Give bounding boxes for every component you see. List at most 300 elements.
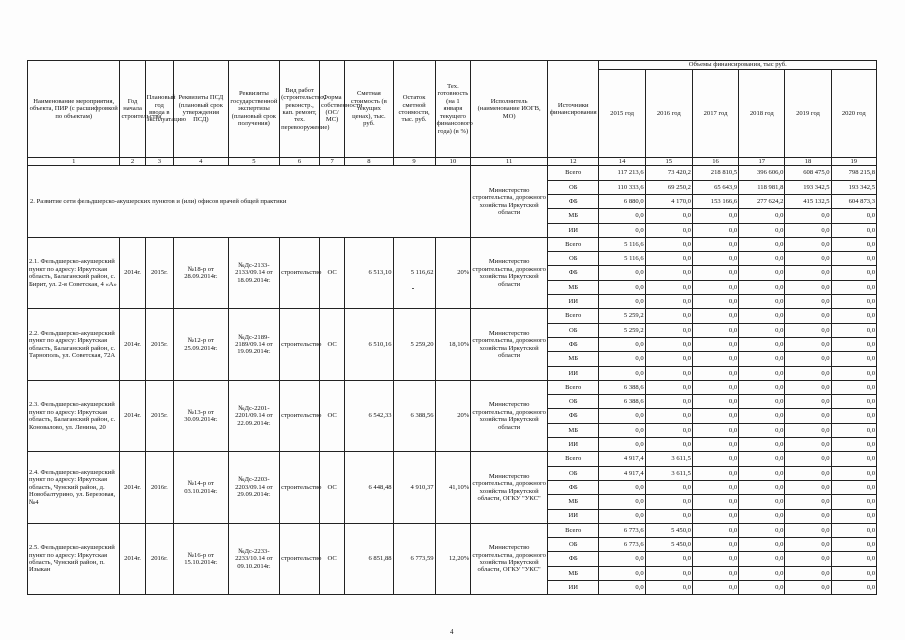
source-cell: Всего <box>547 237 598 251</box>
item-year-plan: 2015г. <box>145 237 173 308</box>
amount-cell: 277 624,2 <box>739 195 785 209</box>
amount-cell: 0,0 <box>645 552 692 566</box>
amount-cell: 193 342,5 <box>831 180 876 194</box>
amount-cell: 0,0 <box>692 223 738 237</box>
amount-cell: 0,0 <box>739 509 785 523</box>
amount-cell: 0,0 <box>599 295 645 309</box>
amount-cell: 0,0 <box>739 452 785 466</box>
item-row <box>28 309 877 323</box>
source-cell: ИИ <box>547 509 598 523</box>
amount-cell: 0,0 <box>692 352 738 366</box>
amount-cell: 110 333,6 <box>599 180 645 194</box>
amount-cell: 0,0 <box>692 480 738 494</box>
amount-cell: 0,0 <box>785 237 831 251</box>
amount-cell: 5 450,0 <box>645 523 692 537</box>
amount-cell: 6 388,6 <box>599 395 645 409</box>
amount-cell: 4 170,0 <box>645 195 692 209</box>
item-cost: 6 448,48 <box>345 452 393 523</box>
executor-cell: Министерство строительства, дорожного хозяйства Иркутской области, ОГКУ "УКС" <box>471 523 548 594</box>
item-year-start: 2014г. <box>120 452 145 523</box>
amount-cell: 0,0 <box>785 209 831 223</box>
amount-cell: 0,0 <box>692 552 738 566</box>
item-year-start: 2014г. <box>120 237 145 308</box>
amount-cell: 0,0 <box>785 337 831 351</box>
amount-cell: 0,0 <box>692 423 738 437</box>
item-year-start: 2014г. <box>120 309 145 380</box>
amount-cell: 0,0 <box>831 466 876 480</box>
item-name: 2.4. Фельдшерско-акушерский пункт по адресу: Иркутская область, Чунский район, д. Новобалтурино, ул. Березовая, №4 <box>28 452 120 523</box>
item-psd: №12-р от 25.09.2014г. <box>174 309 229 380</box>
amount-cell: 0,0 <box>599 566 645 580</box>
amount-cell: 0,0 <box>645 581 692 595</box>
col-number: 9 <box>393 158 435 166</box>
amount-cell: 0,0 <box>645 509 692 523</box>
item-year-start: 2014г. <box>120 523 145 594</box>
item-psd: №13-р от 30.09.2014г. <box>174 380 229 451</box>
amount-cell: 0,0 <box>599 509 645 523</box>
amount-cell: 0,0 <box>692 309 738 323</box>
amount-cell: 0,0 <box>692 366 738 380</box>
item-remainder: 6 388,56 <box>393 380 435 451</box>
executor-cell: Министерство строительства, дорожного хозяйства Иркутской области, ОГКУ "УКС" <box>471 452 548 523</box>
amount-cell: 0,0 <box>785 295 831 309</box>
item-year-plan: 2016г. <box>145 523 173 594</box>
source-cell: ОБ <box>547 466 598 480</box>
executor-cell: Министерство строительства, дорожного хозяйства Иркутской области <box>471 166 548 237</box>
col-number: 4 <box>174 158 229 166</box>
amount-cell: 0,0 <box>692 209 738 223</box>
item-name: 2.1. Фельдшерско-акушерский пункт по адресу: Иркутская область, Балаганский район, с. Бирит, ул. 2-я Советская, 4 «А» <box>28 237 120 308</box>
executor-cell: Министерство строительства, дорожного хозяйства Иркутской области <box>471 237 548 308</box>
amount-cell: 0,0 <box>645 395 692 409</box>
amount-cell: 0,0 <box>599 209 645 223</box>
amount-cell: 0,0 <box>692 538 738 552</box>
amount-cell: 0,0 <box>785 480 831 494</box>
amount-cell: 69 250,2 <box>645 180 692 194</box>
amount-cell: 0,0 <box>831 538 876 552</box>
source-cell: ФБ <box>547 480 598 494</box>
amount-cell: 0,0 <box>831 581 876 595</box>
header-year: 2018 год <box>739 70 785 158</box>
amount-cell: 0,0 <box>645 323 692 337</box>
amount-cell: 0,0 <box>599 438 645 452</box>
item-row <box>28 237 877 251</box>
source-cell: ИИ <box>547 438 598 452</box>
amount-cell: 6 773,6 <box>599 523 645 537</box>
item-year-start: 2014г. <box>120 380 145 451</box>
item-work-type: строительство <box>280 452 320 523</box>
source-cell: МБ <box>547 352 598 366</box>
item-expertise: №Дс-2189-2189/09.14 от 19.09.2014г. <box>228 309 279 380</box>
amount-cell: 0,0 <box>785 380 831 394</box>
header-sources: Источники финансирования <box>547 61 598 158</box>
col-number: 5 <box>228 158 279 166</box>
amount-cell: 0,0 <box>831 480 876 494</box>
source-cell: ИИ <box>547 295 598 309</box>
amount-cell: 0,0 <box>831 295 876 309</box>
amount-cell: 0,0 <box>831 209 876 223</box>
amount-cell: 0,0 <box>599 552 645 566</box>
col-number: 2 <box>120 158 145 166</box>
source-cell: МБ <box>547 495 598 509</box>
amount-cell: 0,0 <box>739 323 785 337</box>
col-number: 15 <box>645 158 692 166</box>
amount-cell: 0,0 <box>831 352 876 366</box>
item-name: 2.5. Фельдшерско-акушерский пункт по адресу: Иркутская область, Чунский район, п. Изыкан <box>28 523 120 594</box>
amount-cell: 0,0 <box>599 409 645 423</box>
amount-cell: 0,0 <box>739 523 785 537</box>
amount-cell: 6 773,6 <box>599 538 645 552</box>
amount-cell: 4 917,4 <box>599 452 645 466</box>
amount-cell: 0,0 <box>645 566 692 580</box>
amount-cell: 0,0 <box>645 423 692 437</box>
header-expertise: Реквизиты государственной экспертизы (плановый срок получения) <box>228 61 279 158</box>
item-expertise: №Дс-2203-2203/09.14 от 29.09.2014г. <box>228 452 279 523</box>
item-year-plan: 2015г. <box>145 380 173 451</box>
amount-cell: 415 132,5 <box>785 195 831 209</box>
amount-cell: 0,0 <box>785 266 831 280</box>
amount-cell: 5 116,6 <box>599 252 645 266</box>
source-cell: Всего <box>547 523 598 537</box>
col-number: 17 <box>739 158 785 166</box>
amount-cell: 0,0 <box>785 438 831 452</box>
source-cell: МБ <box>547 566 598 580</box>
item-readiness: 20% <box>435 237 471 308</box>
item-readiness: 18,10% <box>435 309 471 380</box>
financing-table <box>27 60 877 595</box>
amount-cell: 0,0 <box>785 323 831 337</box>
amount-cell: 0,0 <box>739 480 785 494</box>
col-number: 7 <box>320 158 345 166</box>
amount-cell: 0,0 <box>692 523 738 537</box>
amount-cell: 0,0 <box>645 438 692 452</box>
item-expertise: №Дс-2133-2133/09.14 от 18.09.2014г. <box>228 237 279 308</box>
amount-cell: 0,0 <box>692 266 738 280</box>
amount-cell: 0,0 <box>645 409 692 423</box>
amount-cell: 0,0 <box>645 380 692 394</box>
amount-cell: 0,0 <box>831 423 876 437</box>
amount-cell: 0,0 <box>831 552 876 566</box>
page-number: 4 <box>450 628 454 636</box>
amount-cell: 0,0 <box>739 266 785 280</box>
amount-cell: 6 880,0 <box>599 195 645 209</box>
amount-cell: 0,0 <box>785 523 831 537</box>
amount-cell: 6 388,6 <box>599 380 645 394</box>
header-volumes: Объемы финансирования, тыс руб. <box>599 61 877 70</box>
amount-cell: 0,0 <box>692 280 738 294</box>
col-number: 10 <box>435 158 471 166</box>
amount-cell: 0,0 <box>831 337 876 351</box>
amount-cell: 65 643,9 <box>692 180 738 194</box>
amount-cell: 5 259,2 <box>599 323 645 337</box>
amount-cell: 0,0 <box>785 223 831 237</box>
amount-cell: 798 215,8 <box>831 166 876 180</box>
header-executor: Исполнитель (наименование ИОГВ, МО) <box>471 61 548 158</box>
item-readiness: 12,20% <box>435 523 471 594</box>
header-name: Наименование мероприятия, объекта, ПИР (с расшифровкой по объектам) <box>28 61 120 158</box>
amount-cell: 5 116,6 <box>599 237 645 251</box>
header-year-plan: Плановый год ввода в эксплуатацию <box>145 61 173 158</box>
item-expertise: №Дс-2201-2201/09.14 от 22.09.2014г. <box>228 380 279 451</box>
amount-cell: 0,0 <box>692 380 738 394</box>
amount-cell: 0,0 <box>739 423 785 437</box>
header-year: 2020 год <box>831 70 876 158</box>
amount-cell: 0,0 <box>692 466 738 480</box>
amount-cell: 0,0 <box>599 266 645 280</box>
item-name: 2.3. Фельдшерско-акушерский пункт по адресу: Иркутская область, Балаганский район, с. Коновалово, ул. Ленина, 20 <box>28 380 120 451</box>
item-remainder: 6 773,59 <box>393 523 435 594</box>
source-cell: ФБ <box>547 337 598 351</box>
amount-cell: 0,0 <box>831 237 876 251</box>
amount-cell: 0,0 <box>692 438 738 452</box>
col-number: 11 <box>471 158 548 166</box>
amount-cell: 0,0 <box>645 209 692 223</box>
amount-cell: 0,0 <box>645 366 692 380</box>
amount-cell: 0,0 <box>785 466 831 480</box>
amount-cell: 0,0 <box>692 566 738 580</box>
col-number: 16 <box>692 158 738 166</box>
amount-cell: 117 213,6 <box>599 166 645 180</box>
source-cell: ОБ <box>547 252 598 266</box>
source-cell: ИИ <box>547 366 598 380</box>
item-row <box>28 380 877 394</box>
amount-cell: 0,0 <box>692 323 738 337</box>
amount-cell: 0,0 <box>645 266 692 280</box>
amount-cell: 0,0 <box>739 280 785 294</box>
amount-cell: 0,0 <box>645 480 692 494</box>
col-number: 12 <box>547 158 598 166</box>
item-remainder: 5 259,20 <box>393 309 435 380</box>
amount-cell: 0,0 <box>645 495 692 509</box>
amount-cell: 0,0 <box>831 395 876 409</box>
amount-cell: 0,0 <box>692 581 738 595</box>
amount-cell: 4 917,4 <box>599 466 645 480</box>
executor-cell: Министерство строительства, дорожного хозяйства Иркутской области <box>471 309 548 380</box>
item-year-plan: 2015г. <box>145 309 173 380</box>
amount-cell: 0,0 <box>645 337 692 351</box>
item-expertise: №Дс-2233-2233/10.14 от 09.10.2014г. <box>228 523 279 594</box>
amount-cell: 5 259,2 <box>599 309 645 323</box>
header-ownership: Форма собственности (ОС/МС) <box>320 61 345 158</box>
source-cell: ОБ <box>547 180 598 194</box>
item-ownership: ОС <box>320 237 345 308</box>
item-work-type: строительство <box>280 380 320 451</box>
amount-cell: 0,0 <box>599 495 645 509</box>
amount-cell: 0,0 <box>739 409 785 423</box>
section-title: 2. Развитие сети фельдшерско-акушерских пунктов и (или) офисов врачей общей практики <box>28 166 471 237</box>
amount-cell: 0,0 <box>692 295 738 309</box>
amount-cell: 0,0 <box>692 237 738 251</box>
amount-cell: 0,0 <box>599 480 645 494</box>
amount-cell: 0,0 <box>692 252 738 266</box>
item-psd: №14-р от 03.10.2014г. <box>174 452 229 523</box>
amount-cell: 0,0 <box>785 309 831 323</box>
amount-cell: 0,0 <box>692 409 738 423</box>
header-year: 2016 год <box>645 70 692 158</box>
source-cell: ОБ <box>547 323 598 337</box>
amount-cell: 0,0 <box>739 466 785 480</box>
item-ownership: ОС <box>320 380 345 451</box>
source-cell: ОБ <box>547 395 598 409</box>
item-readiness: 20% <box>435 380 471 451</box>
amount-cell: 0,0 <box>692 395 738 409</box>
col-number: 19 <box>831 158 876 166</box>
amount-cell: 0,0 <box>739 395 785 409</box>
source-cell: ФБ <box>547 409 598 423</box>
amount-cell: 0,0 <box>739 209 785 223</box>
source-cell: ОБ <box>547 538 598 552</box>
amount-cell: 0,0 <box>692 337 738 351</box>
item-cost: 6 851,88 <box>345 523 393 594</box>
amount-cell: 0,0 <box>599 280 645 294</box>
amount-cell: 0,0 <box>599 223 645 237</box>
amount-cell: 0,0 <box>739 366 785 380</box>
source-cell: МБ <box>547 280 598 294</box>
col-number: 14 <box>599 158 645 166</box>
header-row-1 <box>28 61 877 70</box>
amount-cell: 0,0 <box>785 252 831 266</box>
amount-cell: 608 475,0 <box>785 166 831 180</box>
header-year: 2019 год <box>785 70 831 158</box>
source-cell: Всего <box>547 166 598 180</box>
item-ownership: ОС <box>320 452 345 523</box>
item-psd: №16-р от 15.10.2014г. <box>174 523 229 594</box>
amount-cell: 0,0 <box>831 366 876 380</box>
executor-cell: Министерство строительства, дорожного хозяйства Иркутской области <box>471 380 548 451</box>
section-row <box>28 166 877 180</box>
source-cell: Всего <box>547 380 598 394</box>
amount-cell: 0,0 <box>645 309 692 323</box>
source-cell: МБ <box>547 209 598 223</box>
amount-cell: 0,0 <box>831 323 876 337</box>
item-row <box>28 452 877 466</box>
item-work-type: строительство <box>280 237 320 308</box>
amount-cell: 0,0 <box>739 352 785 366</box>
amount-cell: 0,0 <box>599 581 645 595</box>
col-number: 6 <box>280 158 320 166</box>
amount-cell: 0,0 <box>831 409 876 423</box>
item-psd: №18-р от 28.09.2014г. <box>174 237 229 308</box>
column-number-row <box>28 158 877 166</box>
amount-cell: 0,0 <box>692 509 738 523</box>
amount-cell: 0,0 <box>739 495 785 509</box>
amount-cell: 396 606,0 <box>739 166 785 180</box>
item-cost: 6 542,33 <box>345 380 393 451</box>
amount-cell: 5 450,0 <box>645 538 692 552</box>
header-psd: Реквизиты ПСД (плановый срок утверждения ПСД) <box>174 61 229 158</box>
header-readiness: Тех. готовность (на 1 января текущего финансового года) (в %) <box>435 61 471 158</box>
amount-cell: 0,0 <box>785 566 831 580</box>
amount-cell: 0,0 <box>739 380 785 394</box>
amount-cell: 0,0 <box>831 452 876 466</box>
amount-cell: 0,0 <box>645 252 692 266</box>
amount-cell: 604 873,3 <box>831 195 876 209</box>
item-ownership: ОС <box>320 523 345 594</box>
amount-cell: 0,0 <box>785 395 831 409</box>
header-year: 2017 год <box>692 70 738 158</box>
source-cell: ФБ <box>547 266 598 280</box>
amount-cell: 118 981,8 <box>739 180 785 194</box>
header-year: 2015 год <box>599 70 645 158</box>
header-remainder: Остаток сметной стоимости, тыс. руб. <box>393 61 435 158</box>
source-cell: Всего <box>547 452 598 466</box>
item-remainder: 5 116,62 <box>393 237 435 308</box>
source-cell: ФБ <box>547 552 598 566</box>
amount-cell: 3 611,5 <box>645 466 692 480</box>
amount-cell: 0,0 <box>831 309 876 323</box>
amount-cell: 0,0 <box>785 423 831 437</box>
amount-cell: 0,0 <box>739 309 785 323</box>
source-cell: ИИ <box>547 581 598 595</box>
amount-cell: 0,0 <box>785 552 831 566</box>
amount-cell: 0,0 <box>831 438 876 452</box>
amount-cell: 0,0 <box>831 252 876 266</box>
col-number: 18 <box>785 158 831 166</box>
item-row <box>28 523 877 537</box>
amount-cell: 0,0 <box>785 538 831 552</box>
amount-cell: 0,0 <box>645 237 692 251</box>
amount-cell: 73 420,2 <box>645 166 692 180</box>
header-work-type: Вид работ (строительство, реконстр., кап. ремонт, тех. перевооружение) <box>280 61 320 158</box>
item-cost: 6 510,16 <box>345 309 393 380</box>
amount-cell: 193 342,5 <box>785 180 831 194</box>
amount-cell: 0,0 <box>785 581 831 595</box>
amount-cell: 0,0 <box>831 280 876 294</box>
col-number: 1 <box>28 158 120 166</box>
source-cell: МБ <box>547 423 598 437</box>
amount-cell: 218 810,5 <box>692 166 738 180</box>
amount-cell: 0,0 <box>599 337 645 351</box>
source-cell: Всего <box>547 309 598 323</box>
amount-cell: 0,0 <box>599 366 645 380</box>
item-work-type: строительство <box>280 309 320 380</box>
amount-cell: 0,0 <box>831 509 876 523</box>
amount-cell: 0,0 <box>785 509 831 523</box>
amount-cell: 153 166,6 <box>692 195 738 209</box>
amount-cell: 0,0 <box>692 495 738 509</box>
amount-cell: 0,0 <box>599 352 645 366</box>
amount-cell: 0,0 <box>739 252 785 266</box>
item-work-type: строительство <box>280 523 320 594</box>
item-remainder: 4 910,37 <box>393 452 435 523</box>
amount-cell: 0,0 <box>645 280 692 294</box>
amount-cell: 0,0 <box>739 552 785 566</box>
col-number: 8 <box>345 158 393 166</box>
amount-cell: 0,0 <box>739 566 785 580</box>
amount-cell: 0,0 <box>785 495 831 509</box>
amount-cell: 0,0 <box>831 523 876 537</box>
amount-cell: 0,0 <box>645 223 692 237</box>
source-cell: ФБ <box>547 195 598 209</box>
amount-cell: 0,0 <box>785 366 831 380</box>
item-ownership: ОС <box>320 309 345 380</box>
amount-cell: 0,0 <box>785 409 831 423</box>
amount-cell: 0,0 <box>831 380 876 394</box>
amount-cell: 0,0 <box>739 237 785 251</box>
item-cost: 6 513,10 <box>345 237 393 308</box>
col-number: 3 <box>145 158 173 166</box>
amount-cell: 0,0 <box>739 223 785 237</box>
item-name: 2.2. Фельдшерско-акушерский пункт по адресу: Иркутская область, Балаганский район, с. Тарнополь, ул. Советская, 72А <box>28 309 120 380</box>
amount-cell: 0,0 <box>739 438 785 452</box>
item-year-plan: 2016г. <box>145 452 173 523</box>
amount-cell: 0,0 <box>739 295 785 309</box>
item-readiness: 41,10% <box>435 452 471 523</box>
amount-cell: 0,0 <box>831 566 876 580</box>
amount-cell: 0,0 <box>692 452 738 466</box>
amount-cell: 0,0 <box>785 452 831 466</box>
amount-cell: 0,0 <box>785 280 831 294</box>
